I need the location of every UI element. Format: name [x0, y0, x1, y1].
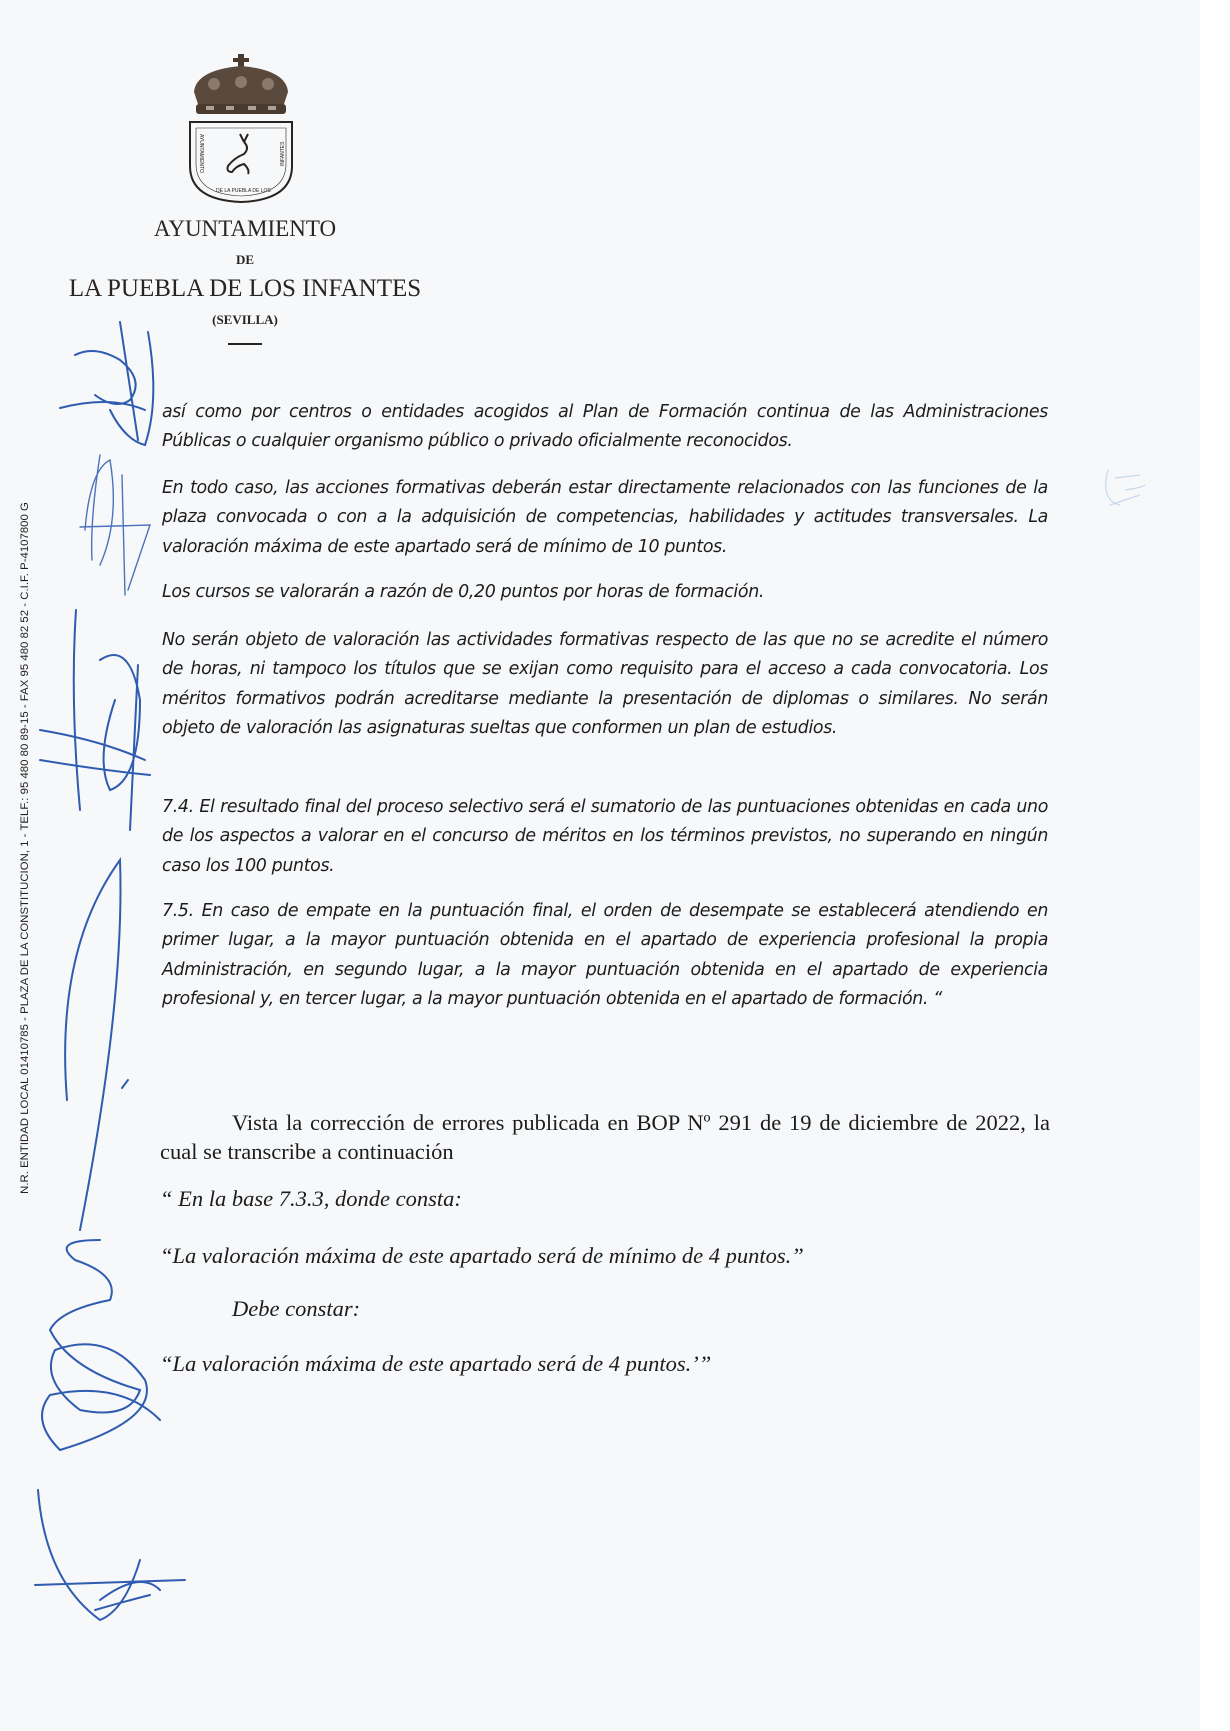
svg-text:INFANTES: INFANTES [280, 141, 286, 166]
letterhead-ayuntamiento: AYUNTAMIENTO [153, 216, 337, 241]
letterhead-divider [228, 343, 262, 345]
correction-intro: Vista la corrección de errores publicada en BOP Nº 291 de 19 de diciembre de 2022, la cual se transcribe a continuación [160, 1110, 1050, 1164]
correction-old-text: “La valoración máxima de este apartado será de mínimo de 4 puntos.” [160, 1243, 804, 1268]
correction-where: “ En la base 7.3.3, donde consta: [160, 1186, 462, 1211]
correction-new-text: “La valoración máxima de este apartado será de 4 puntos.’” [160, 1351, 712, 1376]
paragraph-exclusions: No serán objeto de valoración las actividades formativas respecto de las que no se acredite el número de horas, ni tampoco los títulos que se exijan como requisito para el acceso a cada convocatoria. Los méritos formativos podrán acreditarse mediante la presentación de diplomas o similares. No serán objeto de valoración las asignaturas sueltas que conformen un plan de estudios. [162, 630, 1048, 738]
letterhead-province: (SEVILLA) [212, 312, 278, 327]
svg-text:AYUNTAMIENTO: AYUNTAMIENTO [198, 134, 204, 173]
side-margin-registry-text: N.R. ENTIDAD LOCAL 01410785 - PLAZA DE LA CONSTITUCION, 1 - TELF.: 95 480 80 89-15 - FAX 95 480 82 52 - C.I.F. P-4107800 G [19, 502, 31, 1194]
paragraph-section-7-5: 7.5. En caso de empate en la puntuación final, el orden de desempate se establecerá atendiendo en primer lugar, a la mayor puntuación obtenida en el apartado de experiencia profesional la propia Administración, en segundo lugar, a la mayor puntuación obtenida en el apartado de experiencia profesional y, en tercer lugar, a la mayor puntuación obtenida en el apartado de formación. “ [162, 901, 1048, 1009]
svg-text:DE LA PUEBLA DE LOS: DE LA PUEBLA DE LOS [216, 188, 271, 194]
scan-edge [1200, 0, 1230, 1731]
paragraph-course-rate: Los cursos se valorarán a razón de 0,20 puntos por horas de formación. [162, 582, 765, 602]
letterhead-de: DE [235, 252, 255, 267]
paragraph-training-centers: así como por centros o entidades acogidos al Plan de Formación continua de las Administraciones Públicas o cualquier organismo público o privado oficialmente reconocidos. [162, 402, 1048, 452]
paragraph-section-7-4: 7.4. El resultado final del proceso selectivo será el sumatorio de las puntuaciones obtenidas en cada uno de los aspectos a valorar en el concurso de méritos en los términos previstos, no superando en ningún caso los 100 puntos. [162, 797, 1048, 876]
paragraph-training-actions: En todo caso, las acciones formativas deberán estar directamente relacionados con las funciones de la plaza convocada o con a la adquisición de competencias, habilidades y actitudes transversales. La valoración máxima de este apartado será de mínimo de 10 puntos. [162, 478, 1048, 557]
letterhead-town: LA PUEBLA DE LOS INFANTES [68, 275, 422, 302]
municipal-crest-icon [186, 54, 296, 204]
correction-should-read: Debe constar: [232, 1296, 361, 1321]
